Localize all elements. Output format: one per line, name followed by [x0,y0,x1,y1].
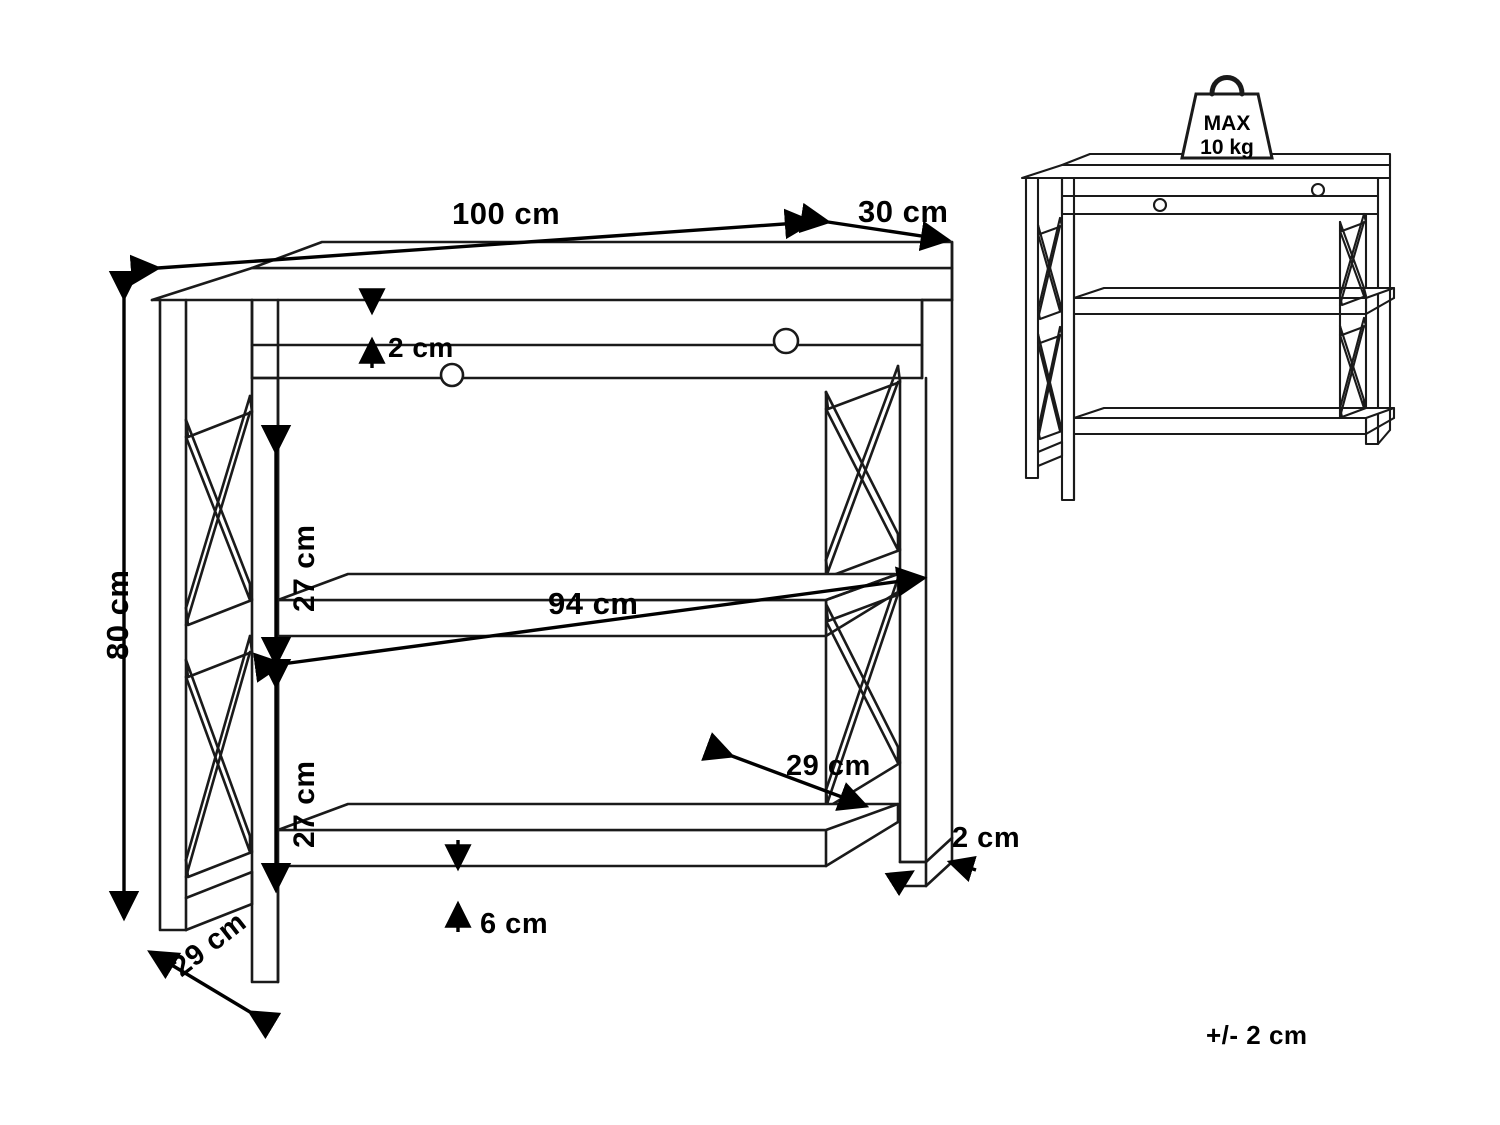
label-top-depth: 30 cm [858,194,949,229]
left-side-x-brace-upper [186,396,252,625]
left-front-leg [160,300,186,930]
rear-knob-icon [441,364,463,386]
left-side-x-brace-lower [186,636,252,877]
max-load-line-1: MAX [1203,112,1251,135]
label-total-height: 80 cm [100,569,135,660]
left-foot-rail [186,872,252,898]
arrow-leg-thickness-right [950,862,976,870]
label-shelf-width: 94 cm [548,586,639,621]
label-upper-gap: 27 cm [288,524,321,612]
label-shelf-depth: 29 cm [786,750,871,782]
small-reference-table [1022,154,1394,500]
label-top-thickness: 2 cm [388,332,454,363]
drawer-front [252,300,922,378]
max-load-line-2: 10 kg [1200,136,1254,159]
right-side-x-brace-upper [826,366,900,577]
right-front-leg [900,378,926,862]
label-lower-gap: 27 cm [288,760,321,848]
label-leg-thickness: 2 cm [952,822,1021,854]
drawer-knob-icon [774,329,798,353]
tolerance-note: +/- 2 cm [1206,1020,1308,1050]
table-top-front [152,268,952,300]
left-rear-leg [252,300,278,982]
label-top-width: 100 cm [452,196,561,231]
arrow-leg-thickness-left [896,872,912,882]
bottom-shelf-front [278,830,826,866]
label-foot-depth: 29 cm [166,905,253,984]
bottom-shelf-surface [278,804,898,830]
label-base-clearance: 6 cm [480,908,549,940]
